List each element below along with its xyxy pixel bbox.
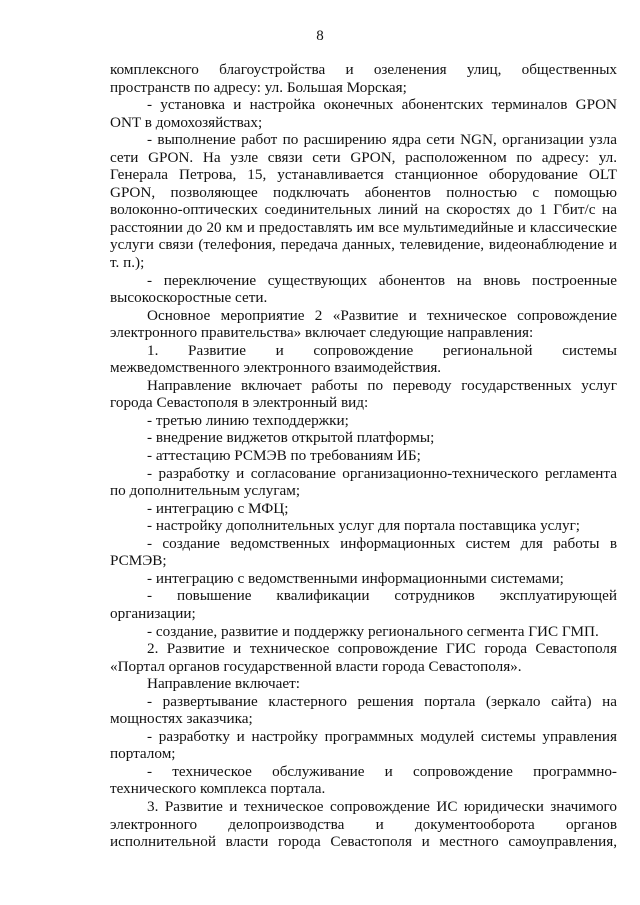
- paragraph: 3. Развитие и техническое сопровождение ИС юридически значимого электронного делопроизводства и документооборота органов исполнительной власти города Севастополя и местного самоуправления,: [110, 797, 617, 851]
- paragraph: Основное мероприятие 2 «Развитие и техническое сопровождение электронного правительства» включает следующие направления:: [110, 306, 617, 342]
- paragraph: - аттестацию РСМЭВ по требованиям ИБ;: [147, 447, 421, 465]
- page-number: 8: [316, 28, 324, 44]
- paragraph: 1. Развитие и сопровождение региональной системы межведомственного электронного взаимодействия.: [110, 341, 617, 377]
- paragraph: комплексного благоустройства и озеленения улиц, общественных пространств по адресу: ул. Большая Морская;: [110, 61, 617, 96]
- paragraph: - переключение существующих абонентов на вновь построенные высокоскоростные сети.: [110, 271, 617, 307]
- paragraph: Направление включает:: [147, 675, 300, 693]
- paragraph: - настройку дополнительных услуг для портала поставщика услуг;: [147, 517, 581, 535]
- paragraph: - установка и настройка оконечных абонентских терминалов GPON ONT в домохозяйствах;: [110, 96, 617, 131]
- paragraph: - создание, развитие и поддержку регионального сегмента ГИС ГМП.: [147, 622, 599, 640]
- paragraph: - интеграцию с ведомственными информационными системами;: [147, 569, 564, 587]
- paragraph: - развертывание кластерного решения портала (зеркало сайта) на мощностях заказчика;: [110, 692, 617, 728]
- document-body: [110, 61, 617, 851]
- paragraph: - повышение квалификации сотрудников эксплуатирующей организации;: [110, 587, 617, 622]
- paragraph: - разработку и настройку программных модулей системы управления порталом;: [110, 727, 617, 763]
- paragraph: - интеграцию с МФЦ;: [147, 499, 289, 517]
- paragraph: - техническое обслуживание и сопровождение программно-технического комплекса портала.: [110, 762, 617, 798]
- paragraph: 2. Развитие и техническое сопровождение ГИС города Севастополя «Портал органов государственной власти города Севастополя».: [110, 640, 617, 675]
- paragraph: - создание ведомственных информационных систем для работы в РСМЭВ;: [110, 534, 617, 570]
- paragraph: Направление включает работы по переводу государственных услуг города Севастополя в электронный вид:: [110, 376, 617, 412]
- paragraph: - внедрение виджетов открытой платформы;: [147, 429, 435, 447]
- paragraph: - выполнение работ по расширению ядра сети NGN, организации узла сети GPON. На узле связи сети GPON, расположенном по адресу: ул. Генерала Петрова, 15, устанавливается станционное оборудование OLT GPON, позволяющее подключать абонентов полностью с помощью волоконно-оптических соединительных линий на скоростях до 1 Гбит/с на расстоянии до 20 км и предоставлять им все мультимедийные и классические услуги связи (телефония, передача данных, телевидение, видеонаблюдение и т. п.);: [110, 131, 617, 272]
- paragraph: - третью линию техподдержки;: [147, 411, 349, 429]
- paragraph: - разработку и согласование организационно-технического регламента по дополнительным услугам;: [110, 464, 617, 500]
